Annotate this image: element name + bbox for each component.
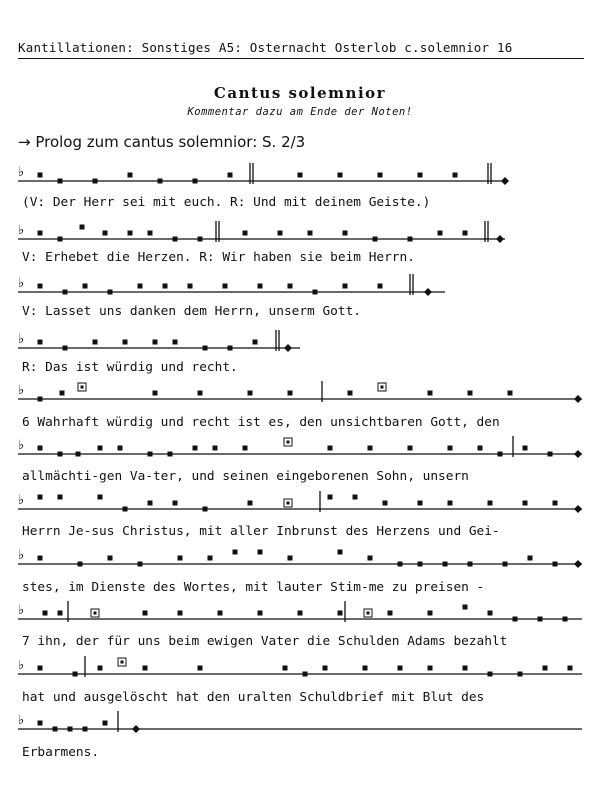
chant-note: [248, 391, 253, 396]
chant-note: [348, 391, 353, 396]
chant-note: [38, 340, 43, 345]
lyric-line-2: V: Erhebet die Herzen. R: Wir haben sie beim Herrn.: [22, 250, 415, 265]
flat-clef-icon: ♭: [18, 223, 25, 238]
chant-note: [108, 556, 113, 561]
chant-note: [58, 179, 63, 184]
chant-note: [73, 672, 78, 677]
chant-note: [563, 617, 568, 622]
chant-note: [568, 666, 573, 671]
chant-note: [368, 446, 373, 451]
lyric-line-3: V: Lasset uns danken dem Herrn, unserm Gott.: [22, 304, 361, 319]
final-diamond: [496, 235, 504, 243]
flat-clef-icon: ♭: [18, 332, 25, 347]
chant-note: [93, 340, 98, 345]
chant-note: [243, 446, 248, 451]
staff-1: [0, 160, 600, 190]
chant-note: [388, 611, 393, 616]
staff-10: [0, 653, 600, 683]
flat-clef-icon: ♭: [18, 438, 25, 453]
chant-note: [38, 284, 43, 289]
chant-note: [453, 173, 458, 178]
chant-note: [418, 501, 423, 506]
chant-note: [463, 231, 468, 236]
chant-note: [58, 237, 63, 242]
staff-5: [0, 378, 600, 408]
chant-note: [503, 562, 508, 567]
chant-note: [43, 611, 48, 616]
chant-note: [338, 611, 343, 616]
flat-clef-icon: ♭: [18, 603, 25, 618]
chant-note: [438, 231, 443, 236]
chant-note: [163, 284, 168, 289]
chant-note: [38, 666, 43, 671]
chant-note: [553, 501, 558, 506]
final-diamond: [284, 344, 292, 352]
final-diamond: [574, 450, 582, 458]
lyric-line-7: Herrn Je-sus Christus, mit aller Inbrunst des Herzens und Gei-: [22, 524, 500, 539]
chant-note: [128, 173, 133, 178]
chant-note: [328, 495, 333, 500]
chant-note: [528, 556, 533, 561]
chant-note: [408, 446, 413, 451]
chant-note: [143, 611, 148, 616]
chant-note: [103, 721, 108, 726]
chant-note: [68, 727, 73, 732]
chant-note: [63, 346, 68, 351]
staff-8: [0, 543, 600, 573]
chant-note: [198, 666, 203, 671]
chant-note: [538, 617, 543, 622]
lyric-line-10: hat und ausgelöscht hat den uralten Schuldbrief mit Blut des: [22, 690, 485, 705]
chant-note: [488, 501, 493, 506]
chant-note: [203, 507, 208, 512]
flat-clef-icon: ♭: [18, 493, 25, 508]
chant-note: [93, 179, 98, 184]
chant-note: [523, 501, 528, 506]
staff-7: [0, 488, 600, 518]
lyric-line-1: (V: Der Herr sei mit euch. R: Und mit deinem Geiste.): [22, 195, 431, 210]
chant-note: [478, 446, 483, 451]
chant-note: [223, 284, 228, 289]
chant-note: [428, 391, 433, 396]
final-diamond: [574, 505, 582, 513]
chant-note: [193, 446, 198, 451]
chant-note: [488, 611, 493, 616]
chant-note: [313, 290, 318, 295]
chant-note: [463, 605, 468, 610]
lyric-line-4: R: Das ist würdig und recht.: [22, 360, 238, 375]
chant-note: [153, 391, 158, 396]
chant-note: [38, 495, 43, 500]
chant-note: [128, 231, 133, 236]
lyric-line-6: allmächti-gen Va-ter, und seinen eingeborenen Sohn, unsern: [22, 469, 469, 484]
chant-note: [428, 611, 433, 616]
chant-note: [83, 284, 88, 289]
chant-note: [418, 562, 423, 567]
chant-note: [58, 452, 63, 457]
flat-clef-icon: ♭: [18, 383, 25, 398]
chant-note: [258, 611, 263, 616]
chant-note: [58, 495, 63, 500]
chant-note: [383, 501, 388, 506]
chant-note: [398, 666, 403, 671]
chant-note: [258, 550, 263, 555]
staff-6: [0, 433, 600, 463]
chant-note: [213, 446, 218, 451]
chant-note: [243, 231, 248, 236]
chant-note: [468, 562, 473, 567]
chant-note: [283, 666, 288, 671]
chant-note: [138, 562, 143, 567]
flat-clef-icon: ♭: [18, 548, 25, 563]
chant-note: [373, 237, 378, 242]
chant-note: [543, 666, 548, 671]
chant-note: [76, 452, 81, 457]
chant-note: [148, 501, 153, 506]
lyric-line-9: 7 ihn, der für uns beim ewigen Vater die Schulden Adams bezahlt: [22, 634, 508, 649]
chant-note: [553, 562, 558, 567]
chant-note: [203, 346, 208, 351]
chant-note: [38, 173, 43, 178]
staff-9: [0, 598, 600, 628]
chant-note: [148, 452, 153, 457]
chant-note: [363, 666, 368, 671]
flat-clef-icon: ♭: [18, 713, 25, 728]
chant-note: [143, 666, 148, 671]
chant-note: [418, 173, 423, 178]
chant-note: [53, 727, 58, 732]
chant-note: [208, 556, 213, 561]
chant-note: [158, 179, 163, 184]
flat-clef-icon: ♭: [18, 658, 25, 673]
chant-note: [428, 666, 433, 671]
running-header: Kantillationen: Sonstiges A5: Osternacht Osterlob c.solemnior 16: [18, 40, 584, 59]
chant-note: [38, 446, 43, 451]
chant-note: [353, 495, 358, 500]
chant-note: [38, 231, 43, 236]
staff-4: [0, 327, 600, 357]
chant-note: [343, 284, 348, 289]
chant-note: [463, 666, 468, 671]
chant-note: [508, 391, 513, 396]
chant-note: [38, 397, 43, 402]
chant-note: [148, 231, 153, 236]
lyric-line-11: Erbarmens.: [22, 745, 100, 760]
chant-note: [398, 562, 403, 567]
chant-note: [173, 501, 178, 506]
chant-note: [63, 290, 68, 295]
staff-2: [0, 218, 600, 248]
chant-note: [523, 446, 528, 451]
chant-note: [123, 507, 128, 512]
final-diamond: [132, 725, 140, 733]
chant-note: [303, 672, 308, 677]
chant-note: [253, 340, 258, 345]
chant-note: [98, 666, 103, 671]
chant-note: [343, 231, 348, 236]
chant-note: [153, 340, 158, 345]
chant-note: [378, 284, 383, 289]
chant-note: [498, 452, 503, 457]
chant-note: [228, 346, 233, 351]
final-diamond: [501, 177, 509, 185]
chant-note: [168, 452, 173, 457]
chant-note: [298, 611, 303, 616]
lyric-line-5: 6 Wahrhaft würdig und recht ist es, den unsichtbaren Gott, den: [22, 415, 500, 430]
chant-note: [58, 611, 63, 616]
chant-note: [98, 495, 103, 500]
staff-3: [0, 271, 600, 301]
page-title: Cantus solemnior: [213, 84, 387, 102]
chant-note: [228, 173, 233, 178]
chant-note: [118, 446, 123, 451]
chant-note: [103, 231, 108, 236]
chant-note: [178, 611, 183, 616]
chant-note: [488, 672, 493, 677]
chant-note: [278, 231, 283, 236]
chant-note: [38, 556, 43, 561]
chant-note: [178, 556, 183, 561]
chant-note: [308, 231, 313, 236]
chant-note: [518, 672, 523, 677]
final-diamond: [574, 395, 582, 403]
chant-note: [288, 556, 293, 561]
chant-note: [98, 446, 103, 451]
chant-note: [218, 611, 223, 616]
chant-note: [123, 340, 128, 345]
chant-note: [448, 501, 453, 506]
chant-note: [378, 173, 383, 178]
chant-note: [248, 501, 253, 506]
chant-note: [323, 666, 328, 671]
prolog-reference: → Prolog zum cantus solemnior: S. 2/3: [18, 133, 306, 151]
chant-note: [233, 550, 238, 555]
chant-note: [198, 391, 203, 396]
chant-note: [288, 284, 293, 289]
chant-note: [193, 179, 198, 184]
chant-note: [338, 173, 343, 178]
chant-note: [448, 446, 453, 451]
chant-note: [173, 237, 178, 242]
flat-clef-icon: ♭: [18, 276, 25, 291]
lyric-line-8: stes, im Dienste des Wortes, mit lauter Stim-me zu preisen -: [22, 580, 485, 595]
chant-note: [408, 237, 413, 242]
chant-note: [83, 727, 88, 732]
chant-note: [38, 721, 43, 726]
final-diamond: [574, 560, 582, 568]
chant-note: [78, 562, 83, 567]
chant-note: [258, 284, 263, 289]
chant-note: [328, 446, 333, 451]
chant-note: [298, 173, 303, 178]
chant-note: [468, 391, 473, 396]
chant-note: [80, 225, 85, 230]
chant-note: [288, 391, 293, 396]
chant-note: [368, 556, 373, 561]
chant-note: [188, 284, 193, 289]
flat-clef-icon: ♭: [18, 165, 25, 180]
chant-note: [173, 340, 178, 345]
chant-note: [60, 391, 65, 396]
staff-11: [0, 708, 600, 738]
chant-note: [513, 617, 518, 622]
page-subtitle: Kommentar dazu am Ende der Noten!: [187, 106, 413, 118]
chant-note: [108, 290, 113, 295]
chant-note: [548, 452, 553, 457]
final-diamond: [424, 288, 432, 296]
chant-note: [443, 562, 448, 567]
chant-note: [198, 237, 203, 242]
chant-note: [338, 550, 343, 555]
chant-note: [138, 284, 143, 289]
